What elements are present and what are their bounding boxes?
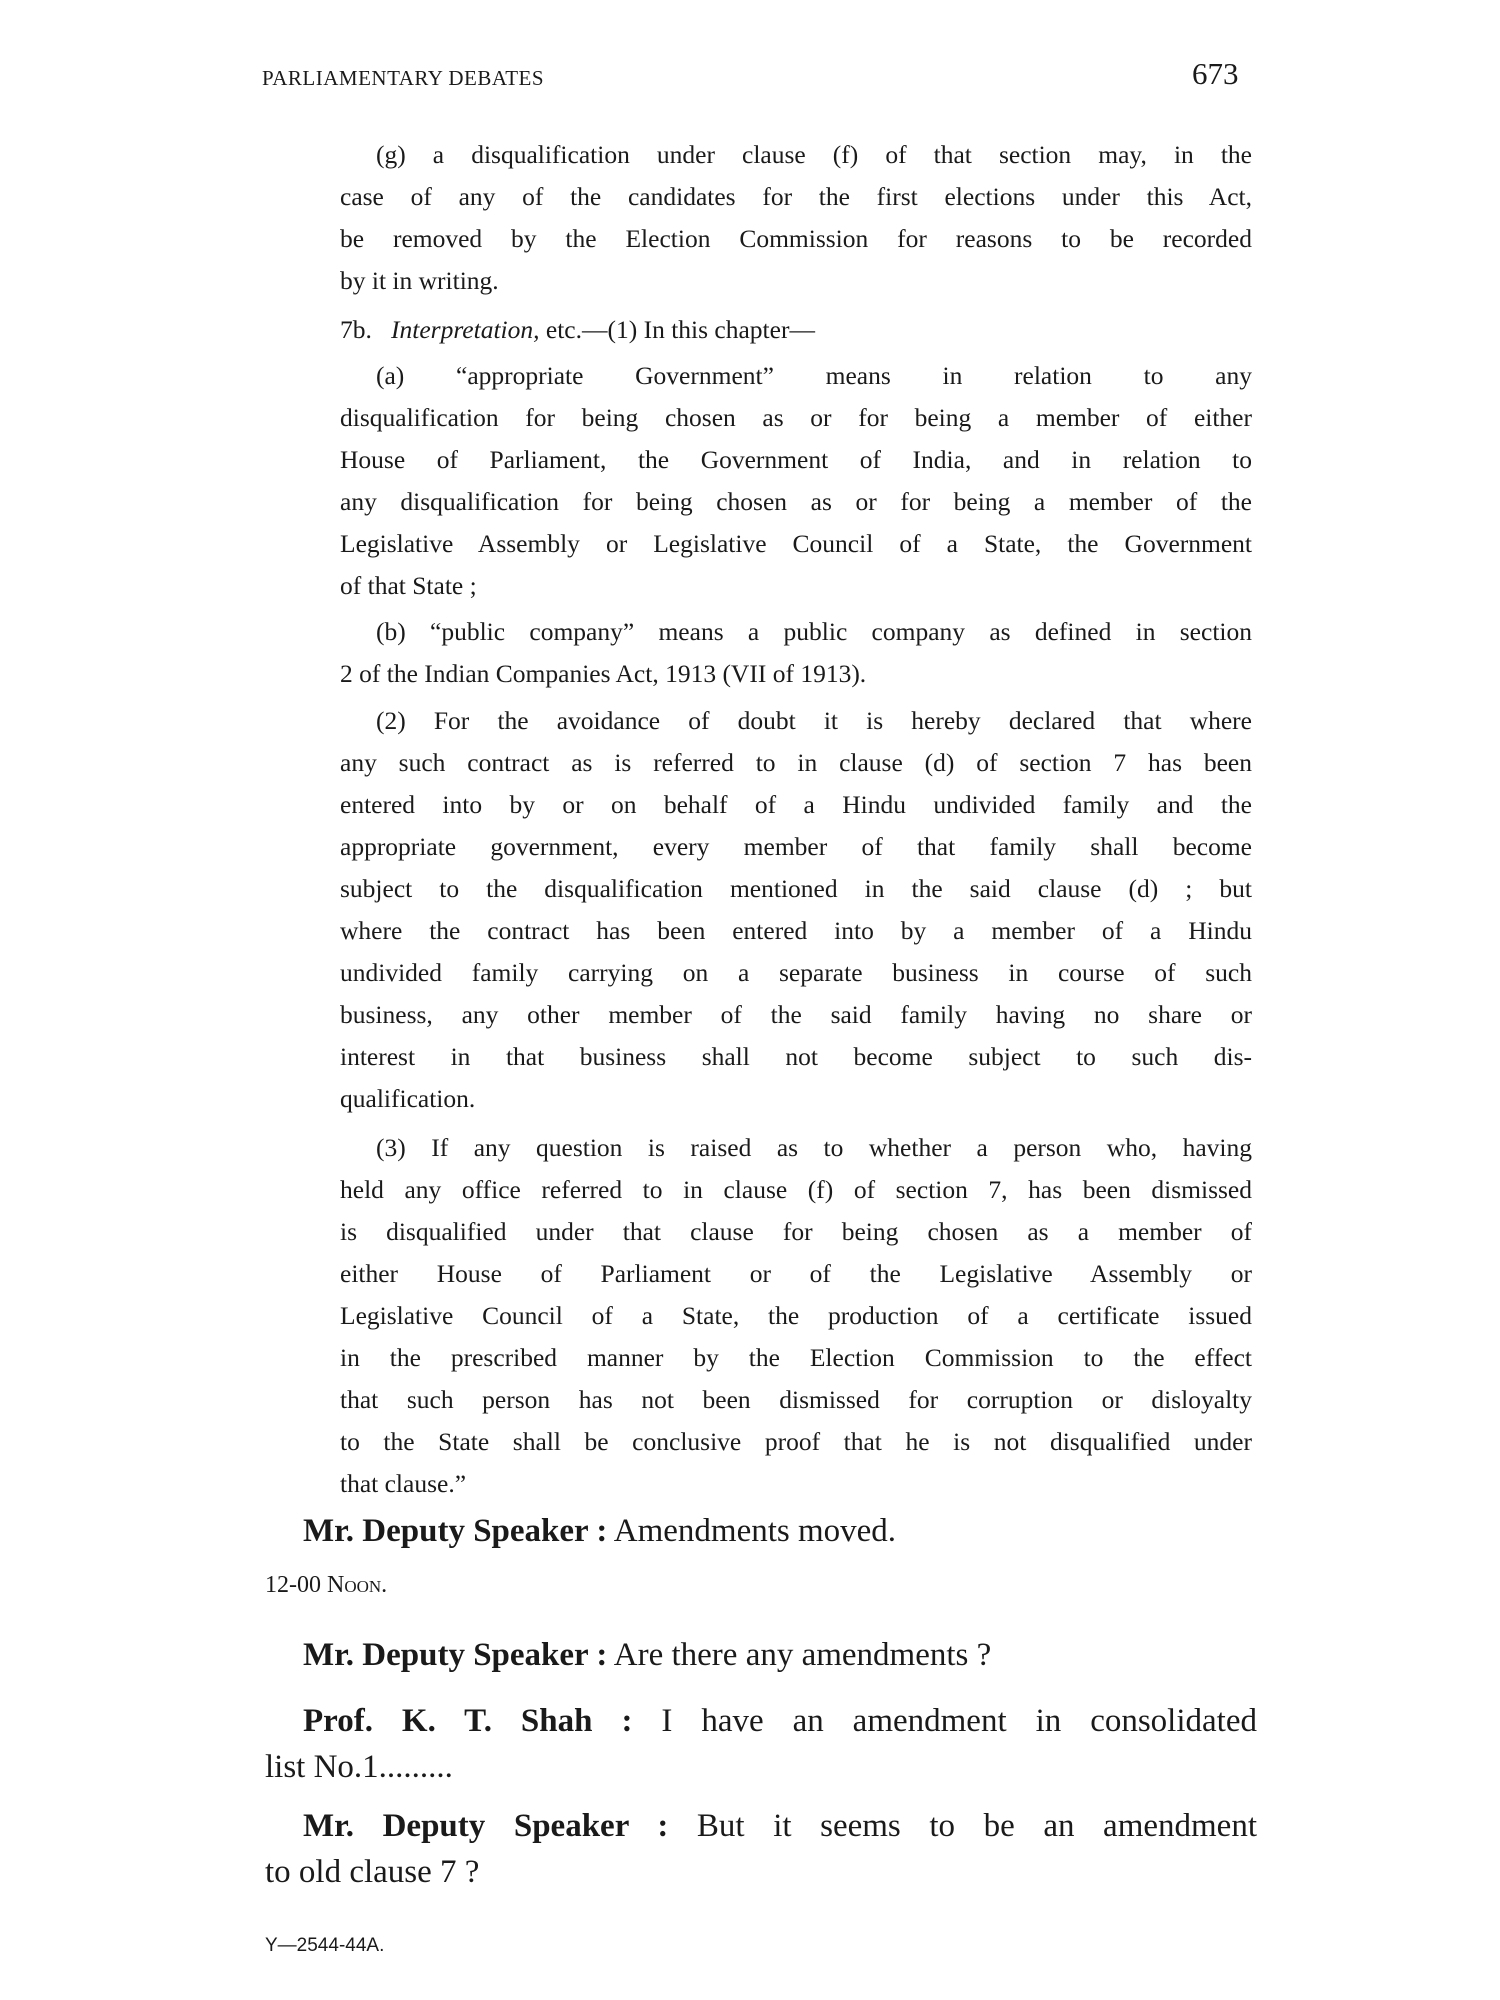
speaker-name: Mr. Deputy Speaker :: [303, 1513, 608, 1549]
clause-paragraph: [340, 700, 1252, 1120]
section-7b-heading: [340, 309, 1252, 351]
speech-line: [265, 1632, 1257, 1678]
time: 12-00: [265, 1572, 321, 1598]
section-heading: Interpretation,: [391, 315, 540, 344]
text-line: of that State ;: [340, 571, 477, 600]
text-line: (b) “public company” means a public company as defined in section: [376, 617, 1252, 646]
text-line: in the prescribed manner by the Election Commission to the effect: [340, 1343, 1252, 1372]
speech-text: Amendments moved.: [607, 1513, 897, 1549]
speech-line: [265, 1698, 1257, 1744]
text-line: (3) If any question is raised as to whether a person who, having: [376, 1133, 1252, 1162]
speech: [265, 1803, 1257, 1895]
text-line: case of any of the candidates for the first elections under this Act,: [340, 182, 1252, 211]
section-heading-rest: etc.—(1) In this chapter—: [539, 315, 815, 344]
speech-text: I have an amendment in consolidated: [632, 1703, 1257, 1739]
text-line: (a) “appropriate Government” means in relation to any: [376, 361, 1252, 390]
text-line: held any office referred to in clause (f) of section 7, has been dismissed: [340, 1175, 1252, 1204]
text-line: be removed by the Election Commission for reasons to be recorded: [340, 224, 1252, 253]
text-line: entered into by or on behalf of a Hindu undivided family and the: [340, 790, 1252, 819]
text-line: Legislative Council of a State, the production of a certificate issued: [340, 1301, 1252, 1330]
text-line: qualification.: [340, 1084, 476, 1113]
speech-line: [265, 1508, 1257, 1554]
text-line: by it in writing.: [340, 266, 499, 295]
page-number: 673: [1192, 56, 1239, 91]
clause-paragraph: [340, 1127, 1252, 1505]
text-line: any disqualification for being chosen as or for being a member of the: [340, 487, 1252, 516]
speech: [265, 1508, 1257, 1554]
text-line: subject to the disqualification mentioned in the said clause (d) ; but: [340, 874, 1252, 903]
speech-line: [265, 1803, 1257, 1849]
section-number: 7b.: [340, 315, 372, 344]
text-line: either House of Parliament or of the Legislative Assembly or: [340, 1259, 1252, 1288]
clause-paragraph: [340, 134, 1252, 302]
text-line: is disqualified under that clause for being chosen as a member of: [340, 1217, 1252, 1246]
text-line: that clause.”: [340, 1469, 467, 1498]
speaker-name: Prof. K. T. Shah :: [303, 1703, 633, 1739]
speech-text: But it seems to be an amendment: [668, 1808, 1257, 1844]
speech-line: [265, 1744, 1257, 1790]
text-line: any such contract as is referred to in clause (d) of section 7 has been: [340, 748, 1252, 777]
text-line: that such person has not been dismissed for corruption or disloyalty: [340, 1385, 1252, 1414]
time-label: Noon.: [327, 1572, 388, 1598]
printer-code: Y—2544-44A.: [265, 1935, 385, 1956]
speaker-name: Mr. Deputy Speaker :: [303, 1637, 608, 1673]
text-line: Legislative Assembly or Legislative Council of a State, the Government: [340, 529, 1252, 558]
text-line: business, any other member of the said family having no share or: [340, 1000, 1252, 1029]
speech-line: [265, 1849, 1257, 1895]
speech: [265, 1698, 1257, 1790]
clause-paragraph: [340, 355, 1252, 607]
text-line: 2 of the Indian Companies Act, 1913 (VII of 1913).: [340, 659, 867, 688]
text-line: to the State shall be conclusive proof that he is not disqualified under: [340, 1427, 1252, 1456]
text-line: disqualification for being chosen as or for being a member of either: [340, 403, 1252, 432]
speech-text: list No.1.........: [265, 1749, 453, 1785]
clause-paragraph: [340, 611, 1252, 695]
text-line: undivided family carrying on a separate business in course of such: [340, 958, 1252, 987]
text-line: where the contract has been entered into by a member of a Hindu: [340, 916, 1252, 945]
speaker-name: Mr. Deputy Speaker :: [303, 1808, 669, 1844]
text-line: (2) For the avoidance of doubt it is hereby declared that where: [376, 706, 1252, 735]
running-header: PARLIAMENTARY DEBATES: [262, 66, 545, 90]
speech-text: Are there any amendments ?: [607, 1637, 992, 1673]
text-line: appropriate government, every member of that family shall become: [340, 832, 1252, 861]
time-marker: [265, 1572, 387, 1599]
text-line: House of Parliament, the Government of India, and in relation to: [340, 445, 1252, 474]
speech-text: to old clause 7 ?: [265, 1854, 480, 1890]
speech: [265, 1632, 1257, 1678]
text-line: (g) a disqualification under clause (f) of that section may, in the: [376, 140, 1252, 169]
text-line: interest in that business shall not become subject to such dis-: [340, 1042, 1252, 1071]
